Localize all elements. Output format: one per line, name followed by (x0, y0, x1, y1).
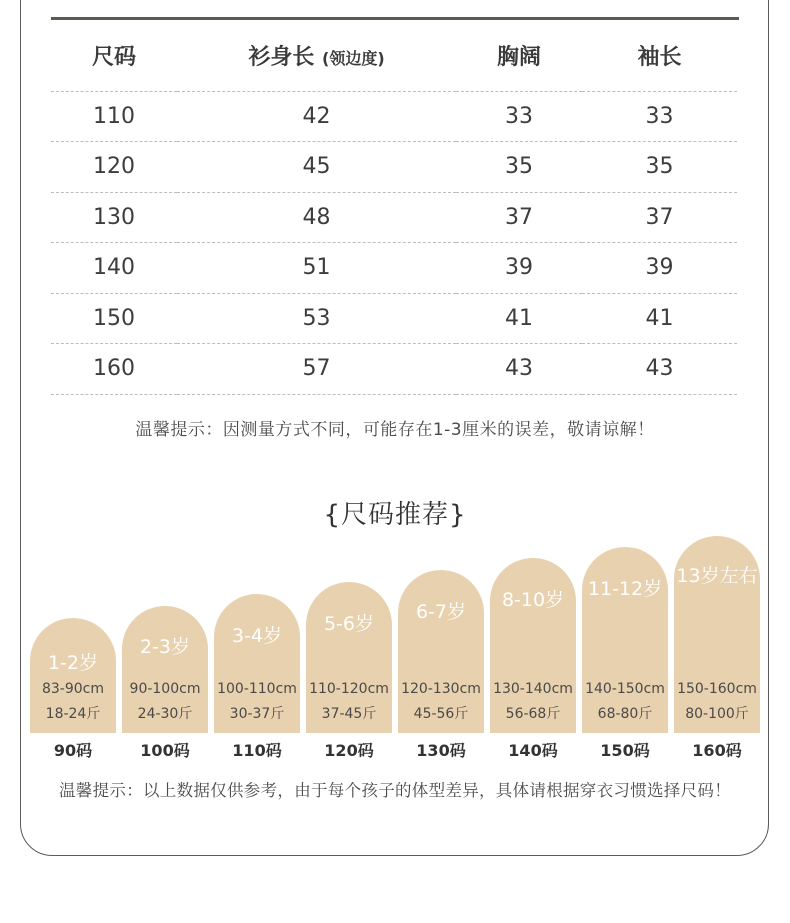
cell-size: 110 (51, 91, 177, 142)
cell-chest: 33 (456, 91, 582, 142)
cell-size: 150 (51, 293, 177, 344)
arch-age: 13岁左右 (676, 565, 758, 587)
arch-weight: 56-68斤 (505, 706, 561, 722)
cell-body-length: 48 (177, 192, 456, 243)
cell-body-length: 53 (177, 293, 456, 344)
recommendation-arch (582, 547, 668, 733)
cell-sleeve: 43 (582, 344, 737, 395)
cell-size: 140 (51, 243, 177, 294)
table-row (51, 293, 737, 344)
recommendation-arch (306, 582, 392, 733)
arch-age: 1-2岁 (47, 652, 99, 674)
header-body-length: 衫身长 (领边度) (177, 20, 456, 91)
cell-body-length: 51 (177, 243, 456, 294)
arch-size-label: 130码 (416, 741, 466, 760)
arch-weight: 24-30斤 (137, 706, 193, 722)
recommendation-arch (214, 594, 300, 733)
cell-body-length: 57 (177, 344, 456, 395)
arch-size-label: 160码 (692, 741, 742, 760)
table-row (51, 142, 737, 193)
arch-size-label: 150码 (600, 741, 650, 760)
measurement-note: 温馨提示：因测量方式不同，可能存在1-3厘米的误差，敬请谅解！ (135, 420, 655, 440)
arch-age: 6-7岁 (415, 601, 467, 623)
arch-height: 140-150cm (585, 681, 665, 697)
cell-size: 130 (51, 192, 177, 243)
arch-weight: 45-56斤 (413, 706, 469, 722)
arch-size-label: 100码 (140, 741, 190, 760)
cell-chest: 41 (456, 293, 582, 344)
arch-height: 120-130cm (401, 681, 481, 697)
arch-age: 5-6岁 (323, 613, 375, 635)
cell-sleeve: 37 (582, 192, 737, 243)
table-row (51, 91, 737, 142)
arch-weight: 37-45斤 (321, 706, 377, 722)
cell-sleeve: 35 (582, 142, 737, 193)
arch-weight: 30-37斤 (229, 706, 285, 722)
arch-size-label: 110码 (232, 741, 282, 760)
table-row (51, 192, 737, 243)
recommendation-arch (490, 558, 576, 733)
cell-chest: 37 (456, 192, 582, 243)
header-sleeve: 袖长 (582, 20, 737, 91)
cell-chest: 43 (456, 344, 582, 395)
arch-height: 110-120cm (309, 681, 389, 697)
cell-body-length: 42 (177, 91, 456, 142)
arch-age: 3-4岁 (231, 625, 283, 647)
arch-height: 100-110cm (217, 681, 297, 697)
cell-size: 160 (51, 344, 177, 395)
header-chest: 胸阔 (456, 20, 582, 91)
cell-sleeve: 39 (582, 243, 737, 294)
arch-height: 90-100cm (129, 681, 201, 697)
header-body-length-sub: (领边度) (322, 48, 385, 68)
arch-size-label: 140码 (508, 741, 558, 760)
recommendation-arch (674, 536, 760, 733)
fit-note: 温馨提示：以上数据仅供参考，由于每个孩子的体型差异，具体请根据穿衣习惯选择尺码！ (59, 781, 731, 800)
arch-weight: 80-100斤 (685, 706, 749, 722)
arch-age: 11-12岁 (587, 578, 663, 600)
cell-body-length: 45 (177, 142, 456, 193)
arch-height: 150-160cm (677, 681, 757, 697)
arch-size-label: 120码 (324, 741, 374, 760)
cell-size: 120 (51, 142, 177, 193)
arch-age: 2-3岁 (139, 636, 191, 658)
arch-size-label: 90码 (53, 741, 93, 760)
arch-height: 130-140cm (493, 681, 573, 697)
cell-chest: 39 (456, 243, 582, 294)
recommendation-arch (122, 606, 208, 733)
table-header-row (51, 20, 737, 91)
cell-sleeve: 33 (582, 91, 737, 142)
arch-height: 83-90cm (41, 681, 104, 697)
table-row (51, 344, 737, 395)
recommendation-arch (30, 618, 116, 733)
cell-chest: 35 (456, 142, 582, 193)
recommendation-arch (398, 570, 484, 733)
arch-weight: 68-80斤 (597, 706, 653, 722)
header-size: 尺码 (51, 20, 177, 91)
section-title: {尺码推荐} (323, 500, 467, 530)
size-table (51, 20, 737, 395)
arch-age: 8-10岁 (501, 589, 565, 611)
cell-sleeve: 41 (582, 293, 737, 344)
arch-weight: 18-24斤 (45, 706, 101, 722)
table-row (51, 243, 737, 294)
